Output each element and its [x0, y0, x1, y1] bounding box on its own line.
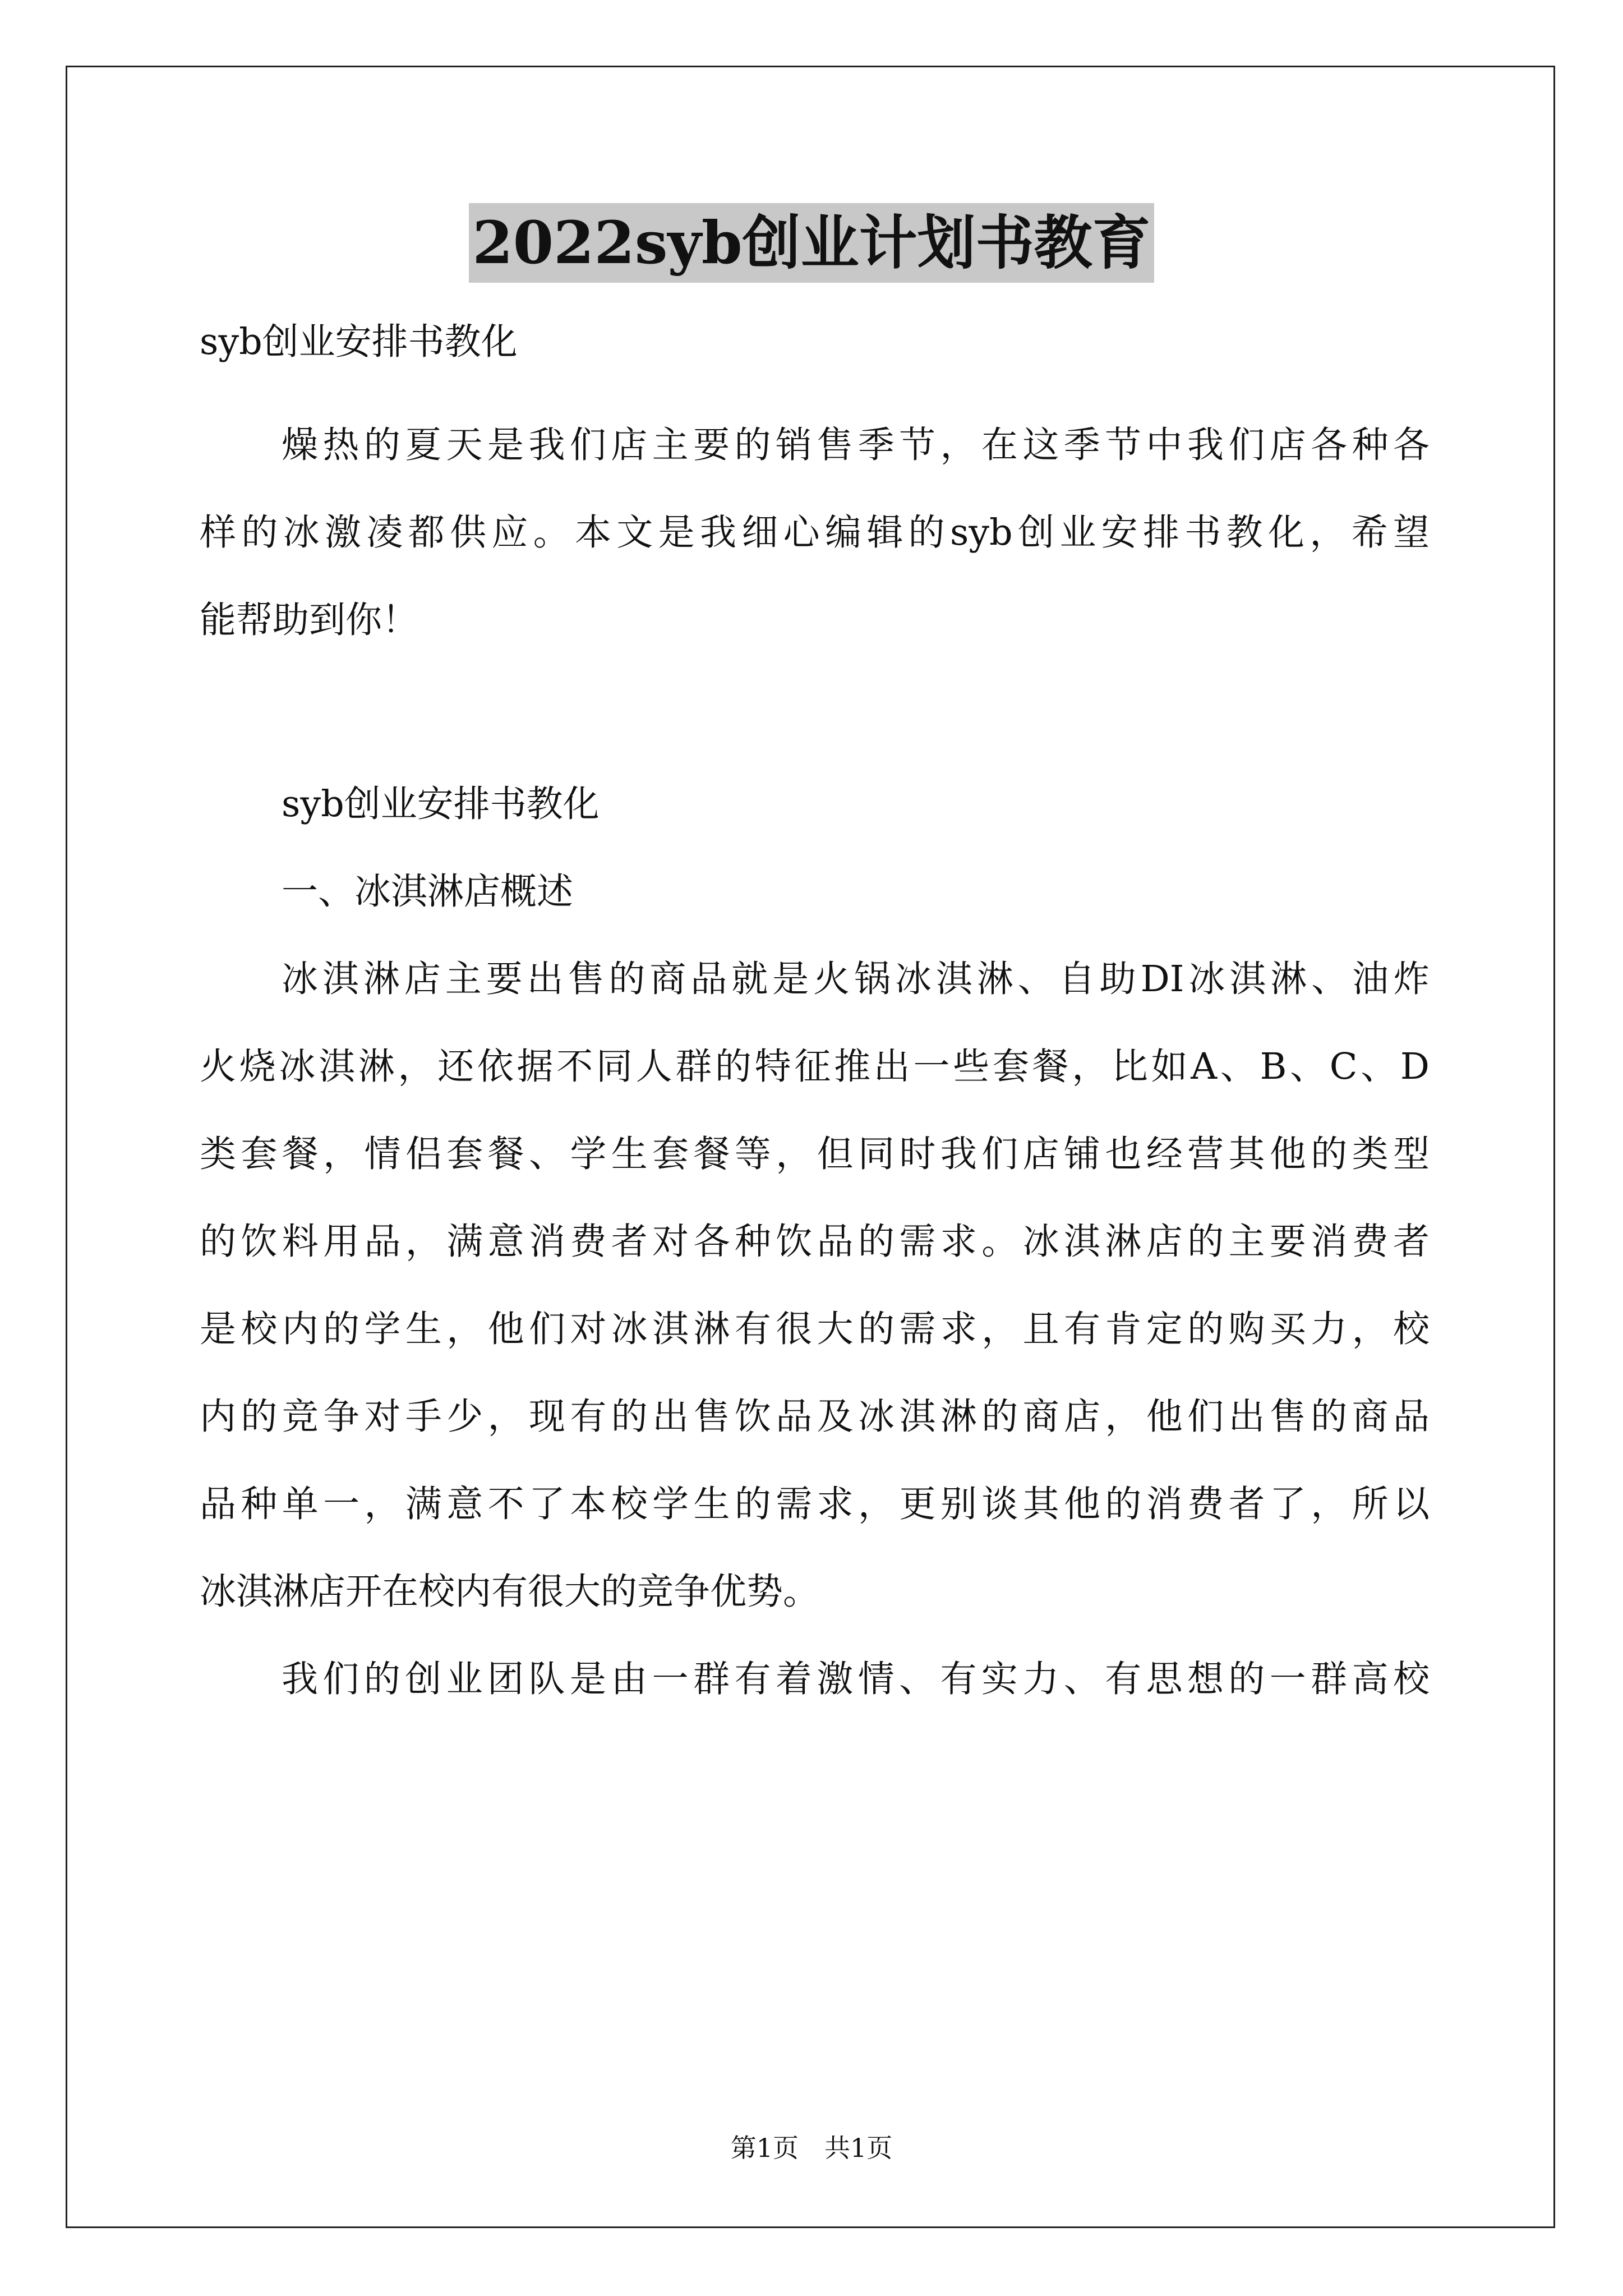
part-one-line-5: 是校内的学生，他们对冰淇淋有很大的需求，且有肯定的购买力，校 — [200, 1308, 1430, 1350]
part-one-line-1: 冰淇淋店主要出售的商品就是火锅冰淇淋、自助DI冰淇淋、油炸 — [282, 958, 1430, 1000]
part-one-heading: 一、冰淇淋店概述 — [282, 871, 574, 913]
part-one-line-7: 品种单一，满意不了本校学生的需求，更别谈其他的消费者了，所以 — [200, 1483, 1430, 1525]
document-title-block — [0, 203, 1623, 283]
page-number-footer: 第1页 共1页 — [730, 2133, 893, 2163]
intro-line-1: 燥热的夏天是我们店主要的销售季节，在这季节中我们店各种各 — [282, 424, 1430, 466]
section-heading: syb创业安排书教化 — [282, 783, 600, 825]
intro-line-2: 样的冰激凌都供应。本文是我细心编辑的syb创业安排书教化，希望 — [200, 512, 1430, 554]
document-subtitle: syb创业安排书教化 — [200, 321, 518, 363]
part-one-line-8: 冰淇淋店开在校内有很大的竞争优势。 — [200, 1571, 820, 1613]
team-line-1: 我们的创业团队是由一群有着激情、有实力、有思想的一群高校 — [282, 1658, 1430, 1700]
document-title: 2022syb创业计划书教育 — [469, 203, 1154, 283]
part-one-line-2: 火烧冰淇淋，还依据不同人群的特征推出一些套餐，比如A、B、C、D — [200, 1046, 1430, 1088]
part-one-line-6: 内的竞争对手少，现有的出售饮品及冰淇淋的商店，他们出售的商品 — [200, 1396, 1430, 1438]
part-one-line-3: 类套餐，情侣套餐、学生套餐等，但同时我们店铺也经营其他的类型 — [200, 1133, 1430, 1175]
document-body — [200, 298, 1430, 1723]
part-one-line-4: 的饮料用品，满意消费者对各种饮品的需求。冰淇淋店的主要消费者 — [200, 1221, 1430, 1263]
intro-line-3: 能帮助到你！ — [200, 599, 419, 641]
